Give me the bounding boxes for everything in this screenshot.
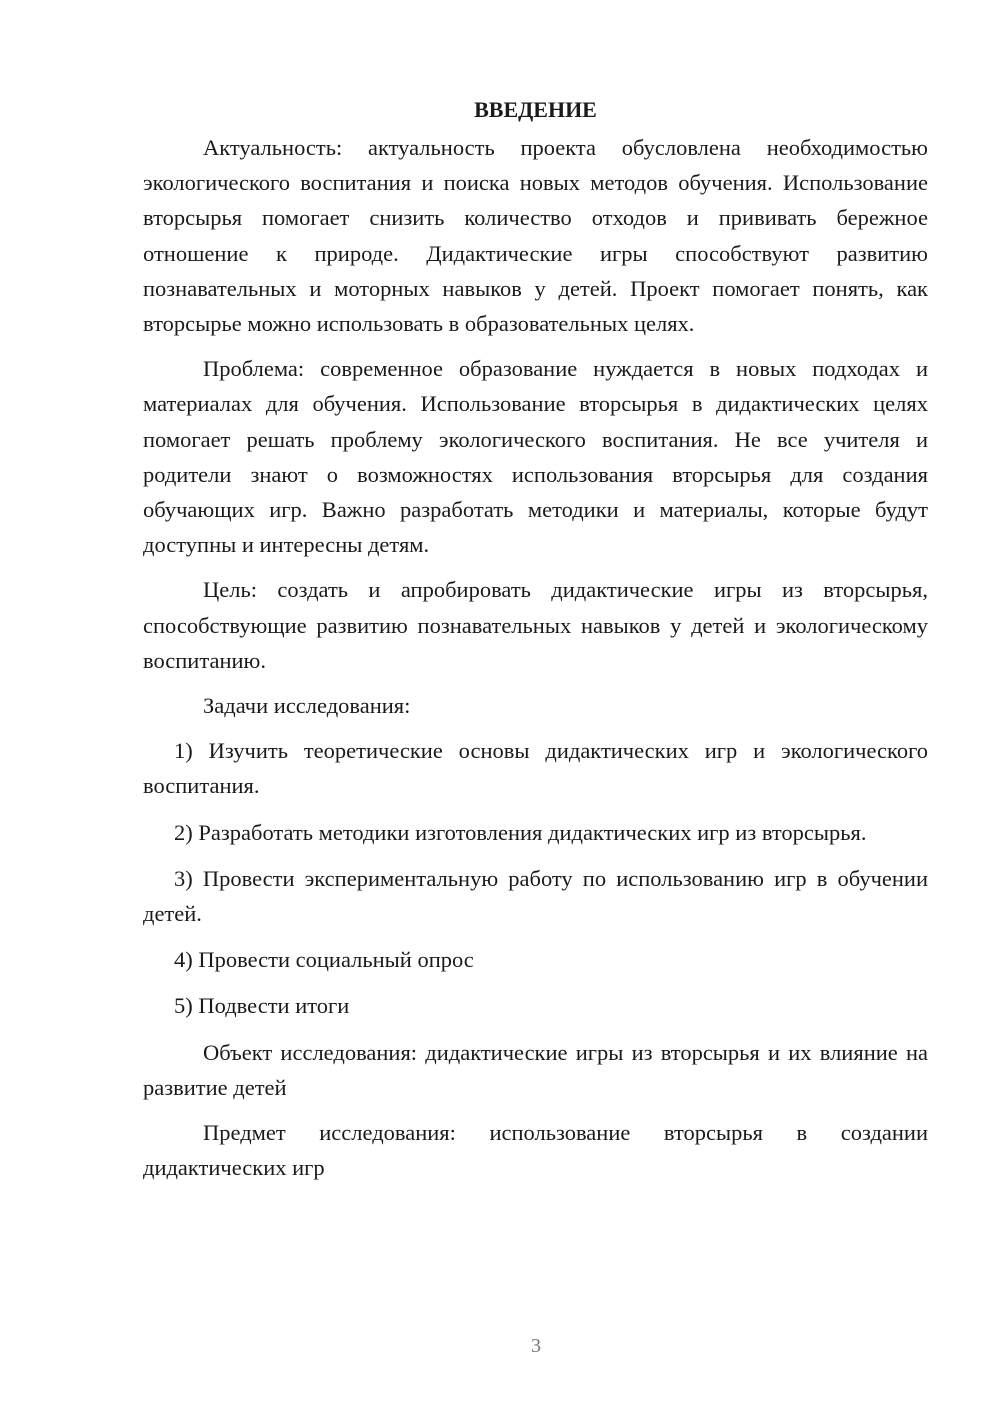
object-paragraph: Объект исследования: дидактические игры из вторсырья и их влияние на развитие детей xyxy=(143,1039,928,1100)
section-title: ВВЕДЕНИЕ xyxy=(474,97,597,122)
relevance-paragraph: Актуальность: актуальность проекта обусловлена необходимостью экологического воспитания и поиска новых методов обучения. Использование вторсырья помогает снизить количество отходов и прививать бережное отношение к природе. Дидактические игры способствуют развитию познавательных и моторных навыков у детей. Проект помогает понять, как вторсырье можно использовать в образовательных целях. xyxy=(143,135,928,337)
task-item-4: 4) Провести социальный опрос xyxy=(174,947,474,973)
task-item-3: 3) Провести экспериментальную работу по использованию игр в обучении детей. xyxy=(143,865,928,927)
tasks-heading: Задачи исследования: xyxy=(203,693,411,719)
goal-paragraph: Цель: создать и апробировать дидактические игры из вторсырья, способствующие развитию познавательных навыков у детей и экологическому воспитанию. xyxy=(143,577,928,673)
page-number: 3 xyxy=(531,1335,541,1357)
task-item-2: 2) Разработать методики изготовления дидактических игр из вторсырья. xyxy=(174,819,867,845)
problem-paragraph: Проблема: современное образование нуждается в новых подходах и материалах для обучения. Использование вторсырья в дидактических целях помогает решать проблему экологического воспитания. Не все учителя и родители знают о возможностях использования вторсырья для создания обучающих игр. Важно разработать методики и материалы, которые будут доступны и интересны детям. xyxy=(143,356,928,558)
task-item-5: 5) Подвести итоги xyxy=(174,993,350,1019)
subject-paragraph: Предмет исследования: использование вторсырья в создании дидактических игр xyxy=(143,1120,928,1181)
document-page xyxy=(143,92,928,1195)
task-item-1: 1) Изучить теоретические основы дидактических игр и экологического воспитания. xyxy=(143,738,928,799)
